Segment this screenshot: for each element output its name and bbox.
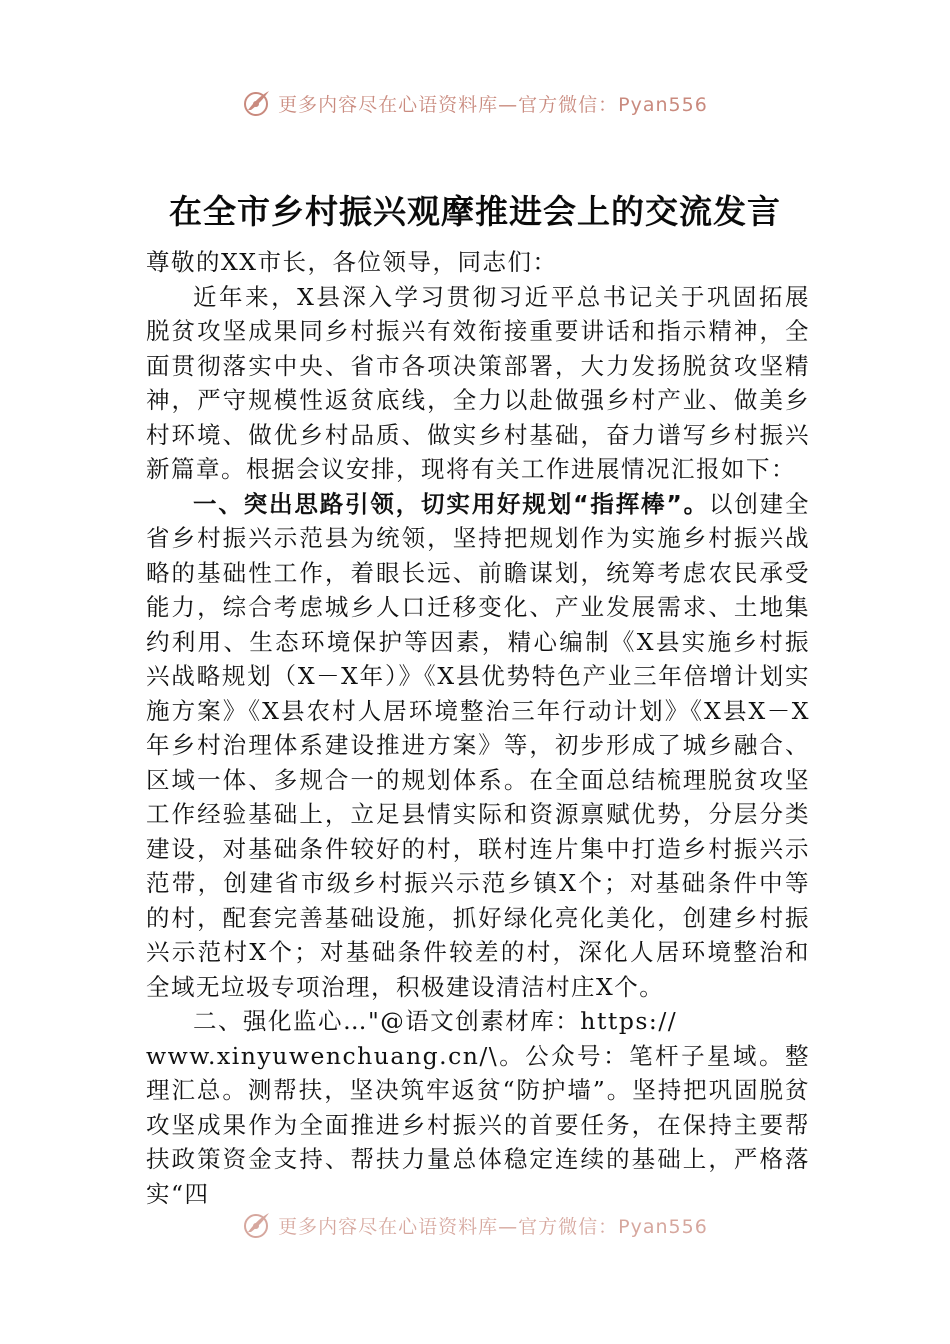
section-2-prefix: 二、强化监心…"@语文创素材库：https:// <box>193 1007 678 1035</box>
intro-paragraph: 近年来，X县深入学习贯彻习近平总书记关于巩固拓展脱贫攻坚成果同乡村振兴有效衔接重要讲话和指示精神，全面贯彻落实中央、省市各项决策部署，大力发扬脱贫攻坚精神，严守规模性返贫底线，全力以赴做强乡村产业、做美乡村环境、做优乡村品质、做实乡村基础，奋力谱写乡村振兴新篇章。根据会议安排，现将有关工作进展情况汇报如下： <box>146 282 810 483</box>
document-body <box>146 245 810 1211</box>
quill-logo-icon <box>242 88 272 118</box>
page-title: 在全市乡村振兴观摩推进会上的交流发言 <box>169 192 781 231</box>
quill-logo-icon <box>242 1210 272 1240</box>
section-2-body: www.xinyuwenchuang.cn/\。公众号：笔杆子星域。整理汇总。测帮扶，坚决筑牢返贫“防护墙”。坚持把巩固脱贫攻坚成果作为全面推进乡村振兴的首要任务，在保持主要帮扶政策资金支持、帮扶力量总体稳定连续的基础上，严格落实“四 <box>146 1041 810 1208</box>
section-1-paragraph <box>146 487 810 1005</box>
salutation: 尊敬的XX市长，各位领导，同志们： <box>146 248 558 276</box>
watermark-header <box>0 86 950 120</box>
section-1-heading: 一、突出思路引领，切实用好规划“指挥棒”。 <box>193 489 709 518</box>
section-1-body: 以创建全省乡村振兴示范县为统领，坚持把规划作为实施乡村振兴战略的基础性工作，着眼长远、前瞻谋划，统筹考虑农民承受能力，综合考虑城乡人口迁移变化、产业发展需求、土地集约利用、生态环境保护等因素，精心编制《X县实施乡村振兴战略规划（X－X年）》《X县优势特色产业三年倍增计划实施方案》《X县农村人居环境整治三年行动计划》《X县X－X年乡村治理体系建设推进方案》等，初步形成了城乡融合、区域一体、多规合一的规划体系。在全面总结梳理脱贫攻坚工作经验基础上，立足县情实际和资源禀赋优势，分层分类建设，对基础条件较好的村，联村连片集中打造乡村振兴示范带，创建省市级乡村振兴示范乡镇X个；对基础条件中等的村，配套完善基础设施，抓好绿化亮化美化，创建乡村振兴示范村X个；对基础条件较差的村，深化人居环境整治和全域无垃圾专项治理，积极建设清洁村庄X个。 <box>146 489 811 1001</box>
watermark-footer <box>0 1208 950 1242</box>
watermark-text: 更多内容尽在心语资料库—官方微信：Pyan556 <box>278 1215 708 1238</box>
watermark-text: 更多内容尽在心语资料库—官方微信：Pyan556 <box>278 93 708 116</box>
